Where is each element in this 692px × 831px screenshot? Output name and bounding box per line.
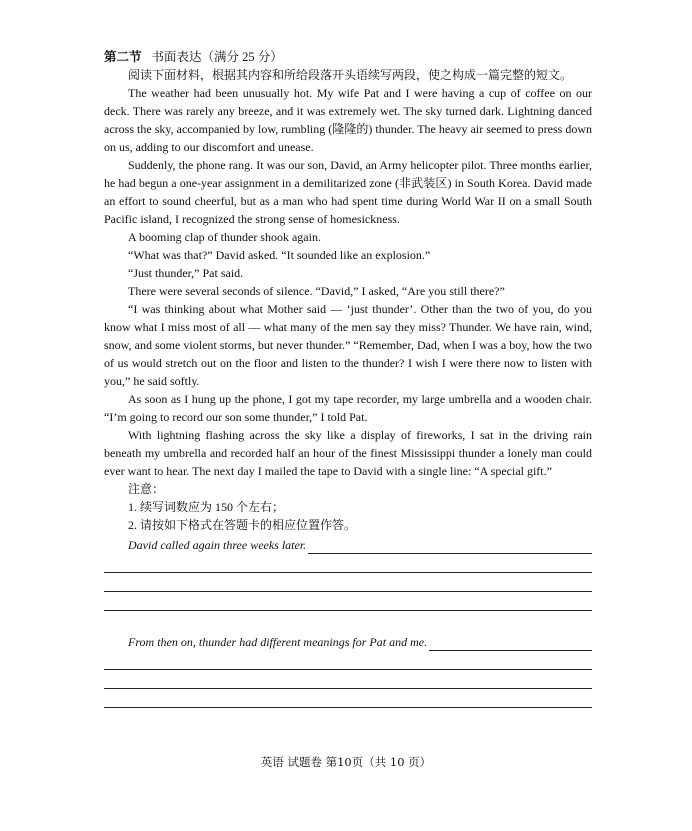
answer-area-1	[104, 536, 592, 611]
note-item-1: 1. 续写词数应为 150 个左右；	[128, 500, 285, 514]
writing-line[interactable]	[104, 573, 592, 592]
section-number: 第二节	[104, 50, 142, 64]
writing-line[interactable]	[104, 592, 592, 611]
section-heading	[104, 48, 592, 66]
paragraph-3: A booming clap of thunder shook again.	[128, 230, 321, 244]
paragraph-5: “Just thunder,” Pat said.	[128, 266, 244, 280]
paragraph-2: Suddenly, the phone rang. It was our son, David, an Army helicopter pilot. Three months earlier, he had begun a one-year assignment in a demilitarized zone (非武装区) in South Korea. David made an effort to sound cheerful, but as a man who had spent time during World War II on a small South Pacific island, I recognized the strong sense of homesickness.	[104, 158, 592, 226]
writing-line[interactable]	[104, 554, 592, 573]
paragraph-9: With lightning flashing across the sky like a display of fireworks, I sat in the driving rain beneath my umbrella and recorded half an hour of the finest Mississippi thunder a lonely man could ever want to hear. The next day I mailed the tape to David with a single line: “A special gift.”	[104, 428, 592, 478]
paragraph-7: “I was thinking about what Mother said — ‘just thunder’. Other than the two of you, do you know what I miss most of all — what many of the men say they miss? Thunder. We have rain, wind, snow, and some violent storms, but never thunder.” “Remember, Dad, when I was a boy, how the two of us would stretch out on the floor and listen to the thunder? I wish I were there now to listen with you,” he said softly.	[104, 302, 592, 388]
answer-area-2	[104, 633, 592, 708]
writing-line[interactable]	[308, 540, 592, 554]
instruction: 阅读下面材料，根据其内容和所给段落开头语续写两段，使之构成一篇完整的短文。	[128, 68, 573, 82]
writing-line[interactable]	[429, 637, 592, 651]
prompt-first	[104, 536, 592, 554]
paragraph-6: There were several seconds of silence. “David,” I asked, “Are you still there?”	[128, 284, 505, 298]
section-title: 书面表达（满分 25 分）	[151, 50, 283, 64]
paragraph-1: The weather had been unusually hot. My wife Pat and I were having a cup of coffee on our deck. There was rarely any breeze, and it was extremely wet. The sky turned dark. Lightning danced across the sky, accompanied by low, rumbling (隆隆的) thunder. The heavy air seemed to press down on us, adding to our discomfort and unease.	[104, 86, 592, 154]
passage	[104, 84, 592, 480]
writing-line[interactable]	[104, 651, 592, 670]
prompt-second-text: From then on, thunder had different meanings for Pat and me.	[128, 635, 428, 649]
page-footer: 英语 试题卷 第10页（共 10 页）	[260, 755, 432, 769]
paragraph-4: “What was that?” David asked. “It sounded like an explosion.”	[128, 248, 431, 262]
prompt-second	[104, 633, 592, 651]
notes-heading: 注意：	[128, 482, 165, 496]
writing-line[interactable]	[104, 689, 592, 708]
writing-line[interactable]	[104, 670, 592, 689]
notes	[104, 480, 592, 534]
paragraph-8: As soon as I hung up the phone, I got my tape recorder, my large umbrella and a wooden chair. “I’m going to record our son some thunder,” I told Pat.	[104, 392, 592, 424]
prompt-first-text: David called again three weeks later.	[128, 538, 307, 552]
note-item-2: 2. 请按如下格式在答题卡的相应位置作答。	[128, 518, 357, 532]
